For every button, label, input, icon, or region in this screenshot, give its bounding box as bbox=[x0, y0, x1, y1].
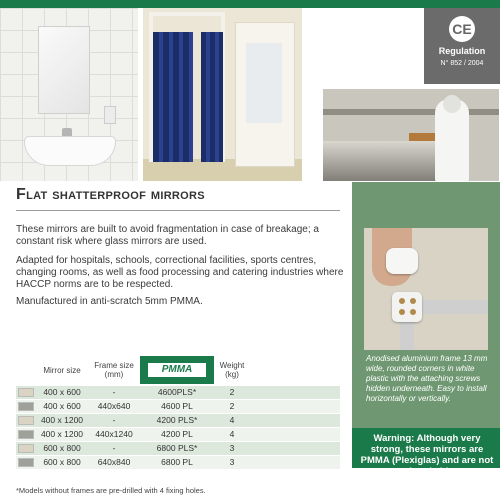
cell-size: 600 x 800 bbox=[43, 457, 81, 467]
kitchen-photo bbox=[322, 88, 500, 182]
frame-corner-photo bbox=[364, 228, 488, 350]
footnote: *Models without frames are pre-drilled with 4 fixing holes. bbox=[16, 486, 206, 495]
cell-frame: 440x1240 bbox=[95, 429, 133, 439]
worker-head bbox=[443, 95, 461, 113]
soap-dispenser bbox=[104, 106, 116, 124]
mirror-swatch bbox=[18, 430, 34, 439]
cell-reference: 4200 PLS* bbox=[156, 415, 198, 425]
mirror-swatch bbox=[18, 402, 34, 411]
frame-detail-panel bbox=[352, 182, 500, 460]
table-row bbox=[16, 400, 340, 413]
cell-frame: - bbox=[112, 387, 116, 397]
cell-reference: 6800 PLS* bbox=[156, 443, 198, 453]
top-band bbox=[0, 0, 500, 8]
mirror-swatch bbox=[18, 458, 34, 467]
cell-size: 400 x 1200 bbox=[40, 415, 84, 425]
bathroom-mirror-photo bbox=[0, 8, 138, 181]
curtain-left bbox=[153, 32, 193, 162]
regulation-label: Regulation bbox=[438, 46, 486, 56]
cell-size: 600 x 800 bbox=[43, 443, 81, 453]
table-header bbox=[16, 356, 340, 384]
curtain-right bbox=[201, 32, 223, 162]
header-weight: Weight (kg) bbox=[219, 361, 245, 379]
cell-frame: - bbox=[112, 415, 116, 425]
description-paragraph-2: Adapted for hospitals, schools, correctional facilities, sports centres, changing rooms, as well as food processing and catering industries where HACCP norms are to be respected. bbox=[16, 255, 344, 290]
cell-frame: 440x640 bbox=[97, 401, 131, 411]
cell-size: 400 x 600 bbox=[43, 387, 81, 397]
description-paragraph-1: These mirrors are built to avoid fragmentation in case of breakage; a constant risk where glass mirrors are used. bbox=[16, 224, 319, 247]
cell-reference: 4600 PL bbox=[161, 401, 193, 411]
cell-reference: 4200 PL bbox=[161, 429, 193, 439]
frame-corner bbox=[392, 292, 422, 322]
cell-weight: 3 bbox=[229, 443, 235, 453]
table-row bbox=[16, 414, 340, 427]
cell-size: 400 x 1200 bbox=[40, 429, 84, 439]
cell-reference: 6800 PL bbox=[161, 457, 193, 467]
description-paragraph-3: Manufactured in anti-scratch 5mm PMMA. bbox=[16, 296, 203, 307]
cell-reference: 4600PLS* bbox=[157, 387, 197, 397]
title-divider bbox=[16, 210, 340, 211]
cell-frame: 640x840 bbox=[97, 457, 131, 467]
page-title: Flat shatterproof mirrors bbox=[16, 186, 205, 203]
cell-weight: 2 bbox=[229, 401, 235, 411]
header-frame-size: Frame size (mm) bbox=[94, 361, 134, 379]
wash-basin bbox=[24, 136, 116, 166]
cell-weight: 4 bbox=[229, 415, 235, 425]
table-row bbox=[16, 442, 340, 455]
table-row bbox=[16, 456, 340, 469]
cell-weight: 2 bbox=[229, 387, 235, 397]
screw bbox=[410, 309, 416, 315]
cubicle-mirror bbox=[246, 43, 282, 123]
screw bbox=[399, 309, 405, 315]
mirror-swatch bbox=[18, 444, 34, 453]
cell-size: 400 x 600 bbox=[43, 401, 81, 411]
kitchen-shelf bbox=[323, 109, 499, 115]
warning-text: Warning: Although very strong, these mirrors are PMMA (Plexiglas) and are not unbreakable. bbox=[360, 433, 494, 477]
frame-caption: Anodised aluminium frame 13 mm wide, rounded corners in white plastic with the attaching screws hidden underneath. Easy to install horizontally or vertically. bbox=[366, 354, 488, 403]
ce-mark-icon: CE bbox=[449, 16, 475, 42]
ce-regulation-badge bbox=[424, 8, 500, 84]
screw bbox=[399, 298, 405, 304]
regulation-number: N° 852 / 2004 bbox=[440, 60, 484, 67]
corner-cap bbox=[386, 248, 418, 274]
screw bbox=[410, 298, 416, 304]
table-row bbox=[16, 386, 340, 399]
cell-frame: - bbox=[112, 443, 116, 453]
mirror-swatch bbox=[18, 388, 34, 397]
kitchen-counter bbox=[323, 141, 443, 182]
cell-weight: 3 bbox=[229, 457, 235, 467]
cell-weight: 4 bbox=[229, 429, 235, 439]
food-tray bbox=[409, 133, 437, 141]
pmma-logo: PMMA bbox=[148, 363, 206, 377]
header-mirror-size: Mirror size bbox=[43, 366, 81, 375]
cubicle-wall bbox=[235, 22, 295, 167]
changing-room-photo bbox=[143, 8, 302, 181]
wall-mirror bbox=[38, 26, 90, 114]
table-row bbox=[16, 428, 340, 441]
mirror-swatch bbox=[18, 416, 34, 425]
